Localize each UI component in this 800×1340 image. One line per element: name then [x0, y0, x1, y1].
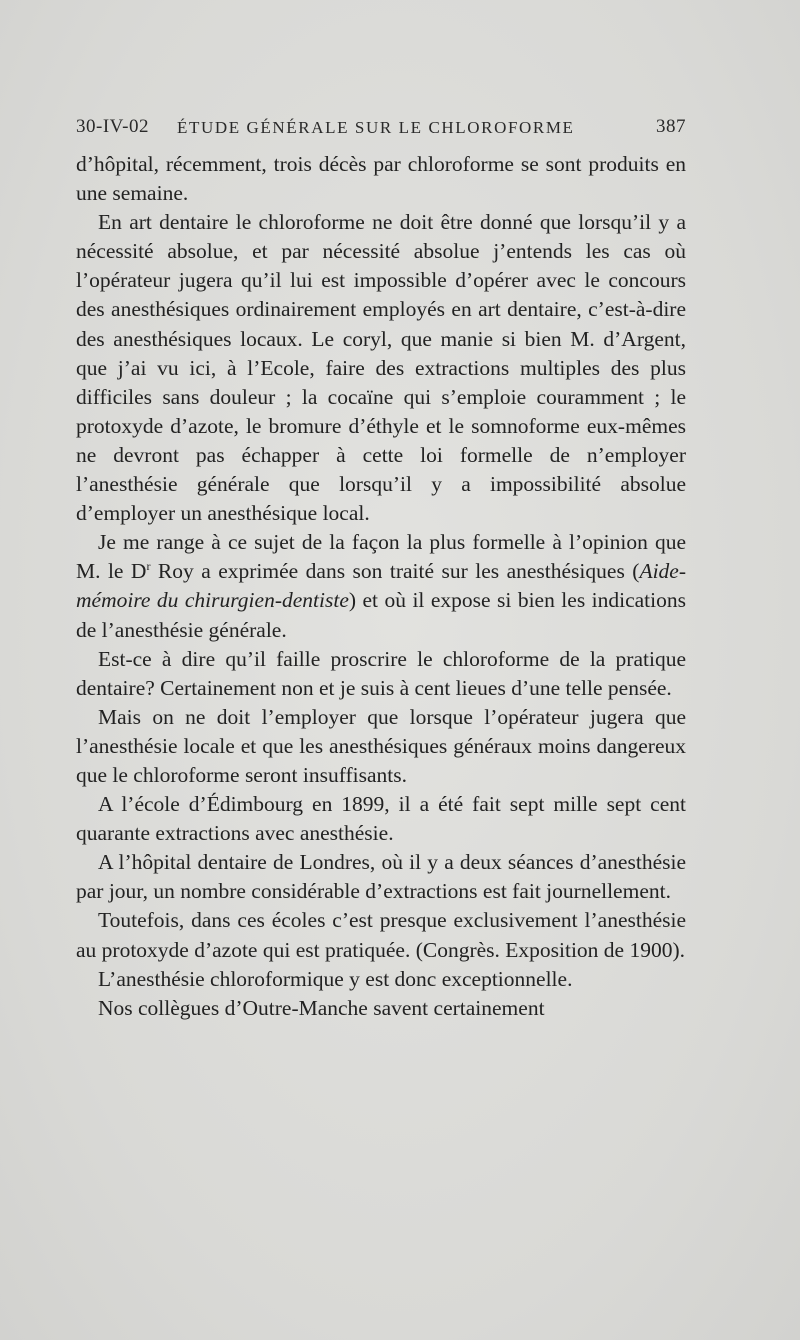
paragraph: Est-ce à dire qu’il faille proscrire le chloroforme de la pratique dentaire? Certainement non et je suis à cent lieues d’une telle pensée.	[76, 646, 686, 700]
paragraph: Mais on ne doit l’employer que lorsque l’opérateur jugera que l’anesthésie locale et que les anesthésiques généraux moins dangereux que le chloroforme seront insuffisants.	[76, 704, 686, 787]
text-run: Je me range à ce sujet de la façon la plus formelle à l’opinion que M. le D	[76, 530, 686, 584]
superscript: r	[146, 559, 151, 574]
text-run: ) et où il expose si bien les indications de l’anesthésie générale.	[76, 588, 686, 642]
text-run: Roy a exprimée dans son traité sur les anesthésiques (	[150, 559, 640, 584]
body-text	[76, 150, 686, 1023]
paragraph-continuation: d’hôpital, récemment, trois décès par chloroforme se sont produits en une semaine.	[76, 152, 686, 206]
running-head	[76, 116, 686, 146]
paragraph: Toutefois, dans ces écoles c’est presque exclusivement l’anesthésie au protoxyde d’azote qui est pratiquée. (Congrès. Exposition de 1900).	[76, 908, 686, 962]
paragraph: En art dentaire le chloroforme ne doit être donné que lorsqu’il y a nécessité absolue, et par nécessité absolue j’entends les cas où l’opérateur jugera qu’il lui est impossible d’opérer avec le concours des anesthésiques ordinairement employés en art dentaire, c’est-à-dire des anesthésiques locaux. Le coryl, que manie si bien M. d’Argent, que j’ai vu ici, à l’Ecole, faire des extractions multiples des plus difficiles sans douleur ; la cocaïne qui s’emploie couramment ; le protoxyde d’azote, le bromure d’éthyle et le somnoforme eux-mêmes ne devront pas échapper à cette loi formelle de n’employer l’anesthésie générale que lorsqu’il y a impossibilité absolue d’employer un anesthésique local.	[76, 210, 686, 526]
paragraph: Nos collègues d’Outre-Manche savent certainement	[98, 995, 545, 1020]
header-date: 30-IV-02	[76, 116, 149, 137]
header-title: ÉTUDE GÉNÉRALE SUR LE CHLOROFORME	[177, 118, 575, 137]
paragraph: L’anesthésie chloroformique y est donc exceptionnelle.	[98, 966, 573, 991]
page-number: 387	[656, 116, 686, 137]
book-title: Aide-mémoire du chirurgien-dentiste	[76, 559, 686, 613]
paragraph: A l’école d’Édimbourg en 1899, il a été fait sept mille sept cent quarante extractions avec anesthésie.	[76, 792, 686, 846]
paragraph	[76, 528, 686, 644]
paragraph: A l’hôpital dentaire de Londres, où il y a deux séances d’anesthésie par jour, un nombre considérable d’extractions est fait journellement.	[76, 850, 686, 904]
